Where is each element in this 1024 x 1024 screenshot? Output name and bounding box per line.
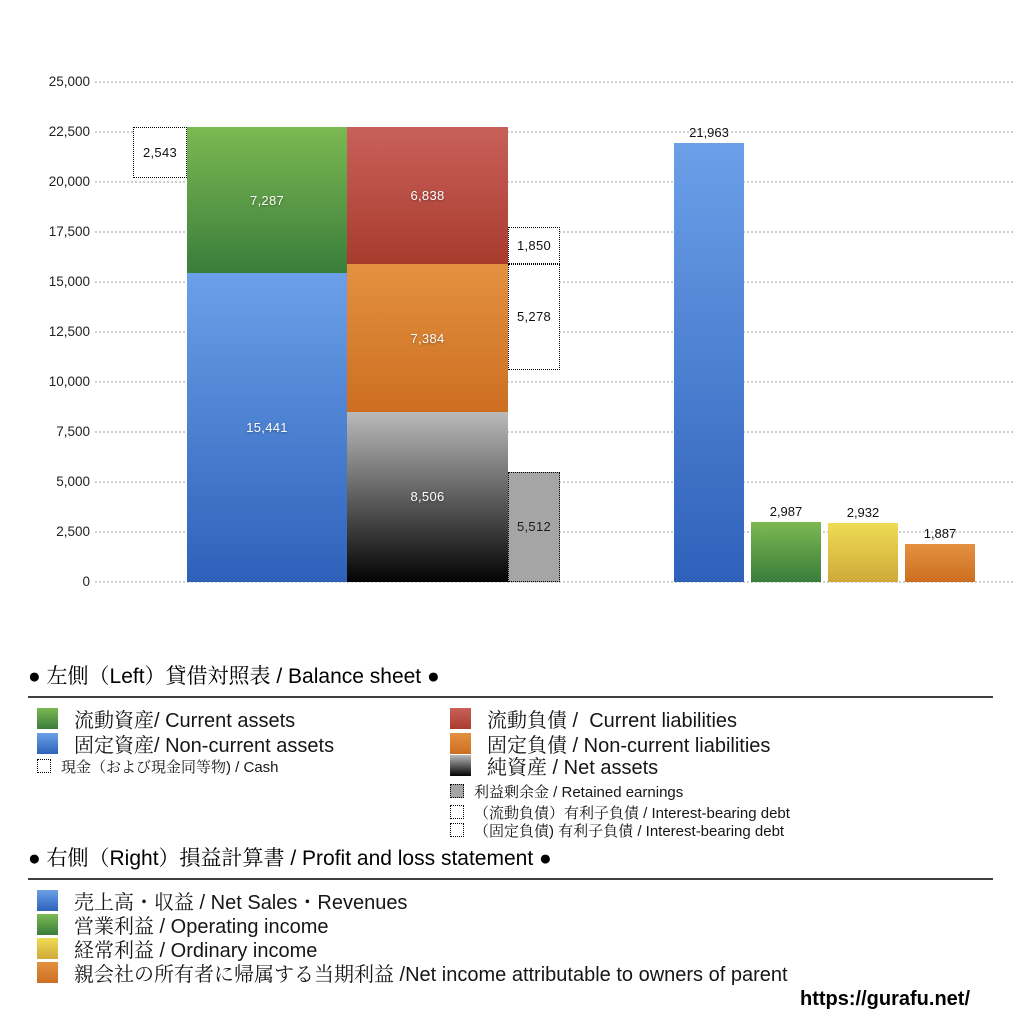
bar-segment-non-current-assets [187, 273, 347, 582]
legend-label: 流動資産/ Current assets [74, 709, 296, 732]
legend-row [37, 706, 295, 730]
y-axis-tick-label: 20,000 [48, 174, 90, 189]
legend-swatch-dashed-white [450, 805, 464, 819]
y-axis-tick-label: 17,500 [48, 224, 90, 239]
y-axis-tick-label: 10,000 [48, 374, 90, 389]
bar-value-label: 7,384 [410, 330, 445, 346]
y-axis-tick-label: 12,500 [48, 324, 90, 339]
legend-swatch-blue [37, 733, 58, 754]
legend-swatch-dashed-white [450, 823, 464, 837]
legend-row [450, 782, 683, 800]
legend-label: 流動負債 / Current liabilities [487, 709, 738, 732]
legend-swatch-dashed-white [37, 759, 51, 773]
legend-label: 純資産 / Net assets [487, 756, 659, 779]
legend-label: 現金（および現金同等物) / Cash [61, 758, 279, 776]
legend-swatch-dark [450, 755, 471, 776]
gridline [95, 81, 1013, 83]
legend-row [37, 731, 334, 755]
bar-value-label: 6,838 [410, 188, 445, 204]
overlay-box-interest-bearing-debt-current: 1,850 [508, 227, 560, 264]
legend-row [37, 960, 788, 984]
legend-swatch-red [450, 708, 471, 729]
pl-bar-value-label: 2,932 [846, 505, 880, 521]
y-axis-tick-label: 2,500 [56, 524, 90, 539]
y-axis-tick-label: 22,500 [48, 124, 90, 139]
pl-bar-value-label: 2,987 [769, 504, 803, 520]
legend-label: 利益剰余金 / Retained earnings [474, 783, 684, 801]
overlay-box-cash: 2,543 [133, 127, 187, 178]
legend-swatch-orange [450, 733, 471, 754]
y-axis-tick-label: 15,000 [48, 274, 90, 289]
legend-label: 売上高・収益 / Net Sales・Revenues [74, 891, 408, 914]
legend-row [37, 912, 329, 936]
pl-bar-value-label: 1,887 [923, 526, 957, 542]
balance-sheet-legend-header: ● 左側（Left）貸借対照表 / Balance sheet ● [28, 664, 993, 698]
y-axis-tick-label: 0 [82, 574, 90, 589]
bar-segment-current-liabilities [347, 127, 508, 264]
overlay-box-interest-bearing-debt-noncurrent: 5,278 [508, 264, 560, 370]
pl-bar-value-label: 21,963 [689, 124, 729, 140]
bar-segment-non-current-liabilities [347, 264, 508, 412]
legend-row [450, 706, 737, 730]
bar-value-label: 15,441 [246, 420, 288, 436]
y-axis-tick-label: 7,500 [56, 424, 90, 439]
legend-swatch-dashed-gray [450, 784, 464, 798]
legend-label: 固定負債 / Non-current liabilities [487, 734, 771, 757]
legend-label: 営業利益 / Operating income [74, 915, 329, 938]
legend-label: （流動負債）有利子負債 / Interest-bearing debt [474, 804, 790, 822]
pl-bar-net-income [905, 544, 975, 582]
legend-swatch-green [37, 708, 58, 729]
legend-row [37, 757, 279, 775]
y-axis-tick-label: 25,000 [48, 74, 90, 89]
legend-label: （固定負債) 有利子負債 / Interest-bearing debt [474, 822, 785, 840]
pl-bar-operating-income [751, 522, 821, 582]
bar-segment-net-assets [347, 412, 508, 582]
legend-label: 固定資産/ Non-current assets [74, 734, 335, 757]
legend-swatch-blue [37, 890, 58, 911]
bar-value-label: 8,506 [410, 489, 445, 505]
legend-swatch-green [37, 914, 58, 935]
bar-segment-current-assets [187, 127, 347, 273]
legend-label: 経常利益 / Ordinary income [74, 939, 318, 962]
site-url: https://gurafu.net/ [800, 988, 970, 1010]
legend-row [450, 753, 658, 777]
legend-row [37, 888, 407, 912]
legend-swatch-yellow [37, 938, 58, 959]
legend-label: 親会社の所有者に帰属する当期利益 /Net income attributable to owners of parent [74, 963, 788, 986]
legend-row [37, 936, 317, 960]
overlay-box-retained-earnings: 5,512 [508, 472, 560, 582]
legend-row [450, 821, 784, 839]
profit-loss-legend-header: ● 右側（Right）損益計算書 / Profit and loss statement ● [28, 846, 993, 880]
legend-row [450, 803, 790, 821]
bar-value-label: 7,287 [249, 192, 285, 208]
y-axis-tick-label: 5,000 [56, 474, 90, 489]
legend-swatch-orange [37, 962, 58, 983]
